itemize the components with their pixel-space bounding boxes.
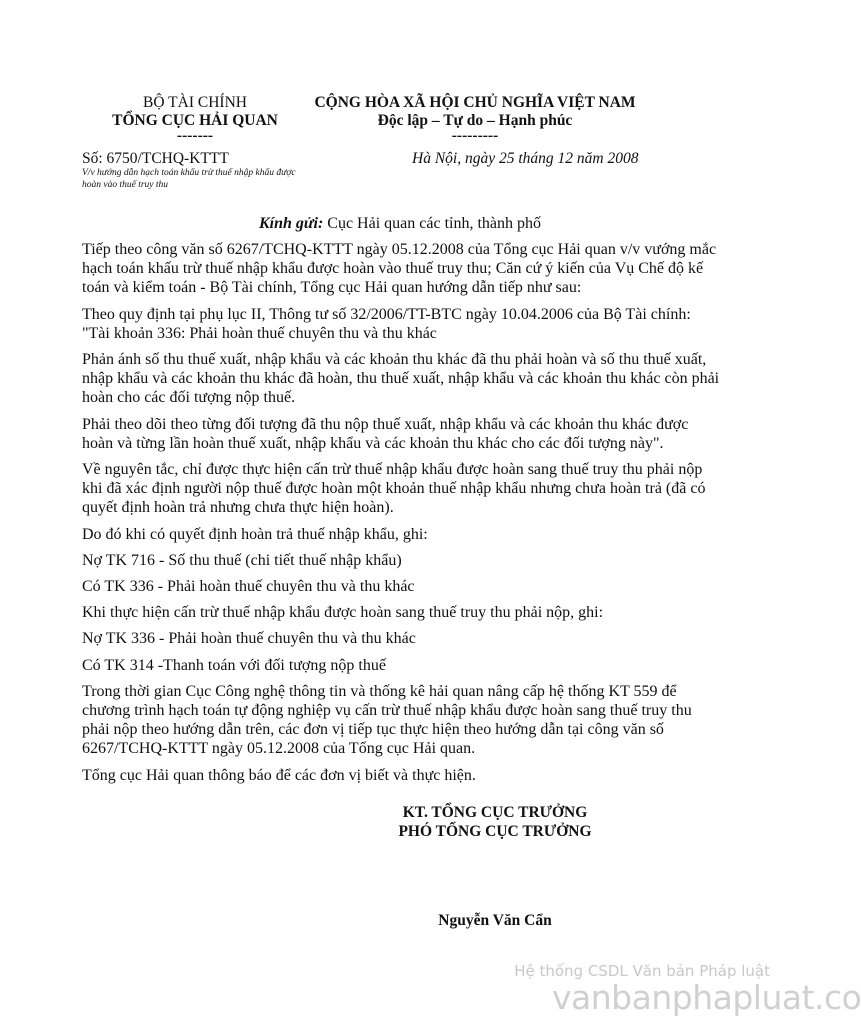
body-paragraph: Có TK 336 - Phải hoàn thuế chuyên thu và thu khác <box>82 578 415 596</box>
issuer-block <box>80 94 310 142</box>
issuer-divider: ------- <box>176 127 214 144</box>
body-paragraph: Nợ TK 336 - Phải hoàn thuế chuyên thu và thu khác <box>82 630 416 648</box>
motto-divider: --------- <box>451 127 499 144</box>
body-paragraph: Do đó khi có quyết định hoàn trả thuế nhập khẩu, ghi: <box>82 525 428 543</box>
watermark-site: vanbanphapluat.co <box>552 978 861 1017</box>
body-paragraph: Phản ánh số thu thuế xuất, nhập khẩu và các khoản thu khác đã thu phải hoàn và số thu thuế xuất, nhập khẩu và các khoản thu khác đã hoàn, thu thuế xuất, nhập khẩu và các khoản thu khác còn phải hoàn cho các đối tượng nộp thuế. <box>82 351 720 407</box>
body-paragraph: Trong thời gian Cục Công nghệ thông tin và thống kê hải quan nâng cấp hệ thống KT 559 để chương trình hạch toán tự động nghiệp vụ cấn trừ thuế nhập khẩu được hoàn sang thuế truy thu phải nộp theo hướng dẫn trên, các đơn vị tiếp tục thực hiện theo hướng dẫn tại công văn số 6267/TCHQ-KTTT ngày 05.12.2008 của Tổng cục Hải quan. <box>82 682 692 758</box>
issue-date: Hà Nội, ngày 25 tháng 12 năm 2008 <box>412 150 639 167</box>
body-paragraph: Tiếp theo công văn số 6267/TCHQ-KTTT ngày 05.12.2008 của Tổng cục Hải quan v/v vướng mắc hạch toán khấu trừ thuế nhập khẩu được hoàn vào thuế truy thu; Căn cứ ý kiến của Vụ Chế độ kế toán và kiểm toán - Bộ Tài chính, Tổng cục Hải quan hướng dẫn tiếp như sau: <box>82 241 717 297</box>
body-paragraph: Tổng cục Hải quan thông báo để các đơn vị biết và thực hiện. <box>82 766 476 784</box>
country-name: CỘNG HÒA XÃ HỘI CHỦ NGHĨA VIỆT NAM <box>314 94 636 111</box>
national-motto: Độc lập – Tự do – Hạnh phúc <box>377 112 573 129</box>
document-subject: V/v hướng dẫn hạch toán khấu trừ thuế nhập khẩu được hoàn vào thuế truy thu <box>82 168 296 190</box>
document-number: Số: 6750/TCHQ-KTTT <box>82 150 229 167</box>
ministry-name: BỘ TÀI CHÍNH <box>143 94 247 111</box>
recipient-line <box>0 215 800 233</box>
document-body <box>82 240 722 792</box>
signature-title-1: KT. TỔNG CỤC TRƯỞNG <box>402 804 588 821</box>
body-paragraph: Khi thực hiện cấn trừ thuế nhập khẩu được hoàn sang thuế truy thu phải nộp, ghi: <box>82 604 604 622</box>
recipient-label: Kính gửi: <box>259 215 324 232</box>
body-paragraph: Có TK 314 -Thanh toán với đối tượng nộp thuế <box>82 656 386 674</box>
department-name: TỔNG CỤC HẢI QUAN <box>112 112 278 129</box>
recipient-text: Cục Hải quan các tỉnh, thành phố <box>323 215 541 232</box>
body-paragraph: Về nguyên tắc, chỉ được thực hiện cấn trừ thuế nhập khẩu được hoàn sang thuế truy thu phải nộp khi đã xác định người nộp thuế được hoàn một khoản thuế nhập khẩu nhưng chưa hoàn trả (đã có quyết định hoàn trả nhưng chưa thực hiện hoàn). <box>82 461 706 517</box>
signer-name: Nguyễn Văn Cẩn <box>438 912 552 929</box>
body-paragraph: Theo quy định tại phụ lục II, Thông tư số 32/2006/TT-BTC ngày 10.04.2006 của Bộ Tài chính: "Tài khoản 336: Phải hoàn thuế chuyên thu và thu khác <box>82 305 691 342</box>
signature-title-2: PHÓ TỔNG CỤC TRƯỞNG <box>398 823 592 840</box>
national-title-block <box>300 94 650 142</box>
body-paragraph: Nợ TK 716 - Số thu thuế (chi tiết thuế nhập khẩu) <box>82 551 402 569</box>
body-paragraph: Phải theo dõi theo từng đối tượng đã thu nộp thuế xuất, nhập khẩu và các khoản thu khác được hoàn và từng lần hoàn thuế xuất, nhập khẩu và các khoản thu khác cho các đối tượng này". <box>82 415 689 452</box>
watermark-caption: Hệ thống CSDL Văn bản Pháp luật <box>514 962 770 980</box>
